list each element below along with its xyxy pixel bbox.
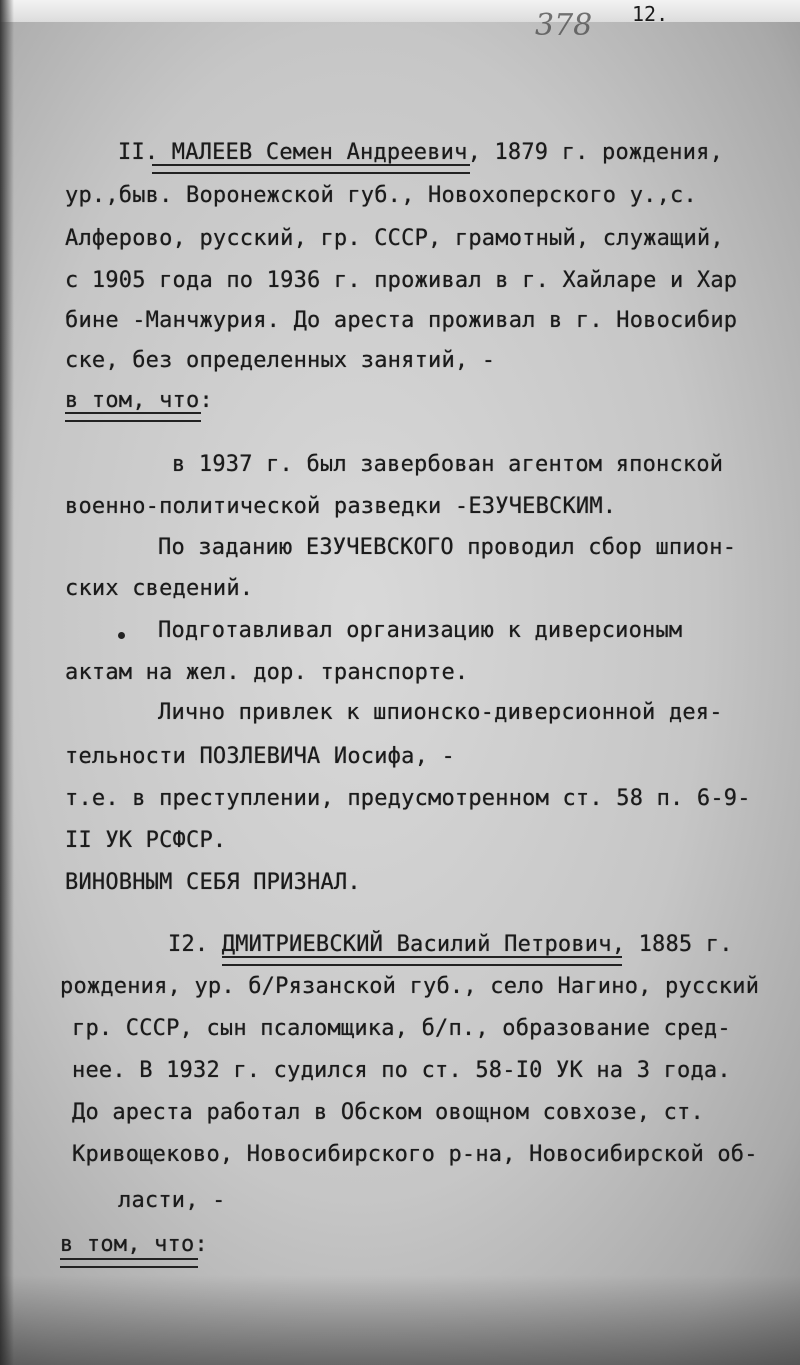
- record-11-line-1: II. МАЛЕЕВ Семен Андреевич, 1879 г. рождения,: [118, 140, 724, 165]
- record-12-line-5: До ареста работал в Обском овощном совхозе, ст.: [72, 1100, 704, 1125]
- record-11-charge-10: II УК РСФСР.: [65, 828, 227, 853]
- record-12-line-7: ласти, -: [118, 1188, 226, 1213]
- record-12-line-1: I2. ДМИТРИЕВСКИЙ Василий Петрович, 1885 г.: [168, 932, 733, 957]
- record-12-line-4: нее. В 1932 г. судился по ст. 58-I0 УК на 3 года.: [72, 1058, 731, 1083]
- record-11-in-that: в том, что:: [65, 388, 213, 413]
- record-11-line-3: Алферово, русский, гр. СССР, грамотный, служащий,: [65, 226, 724, 251]
- record-12-name-underline: [222, 956, 622, 966]
- record-11-charge-6: актам на жел. дор. транспорте.: [65, 660, 469, 685]
- record-12-line-2: рождения, ур. б/Рязанской губ., село Нагино, русский: [60, 974, 760, 999]
- record-11-line-4: с 1905 года по 1936 г. проживал в г. Хайларе и Хар: [65, 268, 738, 293]
- record-11-line-2: ур.,быв. Воронежской губ., Новохоперского у.,с.: [65, 183, 697, 208]
- handwritten-archive-number: 378: [535, 8, 593, 43]
- record-11-line-6: ске, без определенных занятий, -: [65, 348, 496, 373]
- record-11-charge-1: в 1937 г. был завербован агентом японской: [172, 452, 724, 477]
- record-11-charge-3: По заданию ЕЗУЧЕВСКОГО проводил сбор шпион-: [158, 535, 737, 560]
- top-margin-strip: [0, 0, 800, 22]
- record-11-charge-2: военно-политической разведки -ЕЗУЧЕВСКИМ.: [65, 494, 617, 519]
- record-11-charge-9: т.е. в преступлении, предусмотренном ст. 58 п. 6-9-: [65, 786, 751, 811]
- record-11-in-that-underline: [65, 412, 201, 422]
- page-number: 12.: [632, 2, 669, 26]
- record-11-charge-8: тельности ПОЗЛЕВИЧА Иосифа, -: [65, 744, 455, 769]
- ink-dot: [118, 632, 125, 639]
- record-12-in-that-underline: [60, 1258, 198, 1268]
- record-12-in-that: в том, что:: [60, 1232, 208, 1257]
- bottom-shadow: [0, 1275, 800, 1365]
- record-11-verdict: ВИНОВНЫМ СЕБЯ ПРИЗНАЛ.: [65, 870, 361, 895]
- record-11-name-underline: [152, 164, 470, 174]
- left-edge-shadow: [0, 0, 14, 1365]
- record-11-line-5: бине -Манчжурия. До ареста проживал в г. Новосибир: [65, 308, 738, 333]
- record-11-charge-4: ских сведений.: [65, 576, 254, 601]
- record-11-charge-7: Лично привлек к шпионско-диверсионной дея-: [158, 700, 723, 725]
- record-12-line-3: гр. СССР, сын псаломщика, б/п., образование сред-: [72, 1016, 731, 1041]
- record-12-line-6: Кривощеково, Новосибирского р-на, Новосибирской об-: [72, 1142, 758, 1167]
- record-11-charge-5: Подготавливал организацию к диверсионым: [158, 618, 683, 643]
